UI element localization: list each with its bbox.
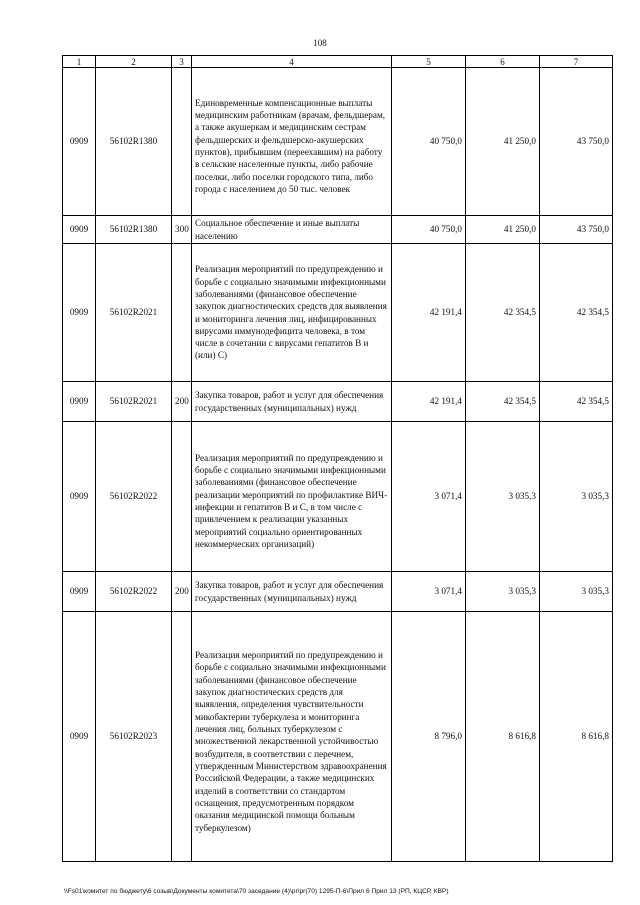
item-name-cell: Реализация мероприятий по предупреждению и борьбе с социально значимыми инфекционными заболеваниями (финансовое обеспечение закупок диагностических средств для выявления, определения чувствительности микобактерии туберкулеза и мониторинга лечения лиц, больных туберкулезом с множественной лекарственной устойчивостью возбудителя, в соответствии с перечнем, утвержденным Министерством здравоохранения Российской Федерации, а также медицинских изделий в соответствии со стандартом оснащения, предусмотренным порядком оказания медицинской помощи больным туберкулезом) (192, 612, 392, 862)
item-name-cell: Закупка товаров, работ и услуг для обеспечения государственных (муниципальных) нужд (192, 382, 392, 422)
amount-year2-cell: 8 616,8 (466, 612, 540, 862)
amount-year3-cell: 43 750,0 (540, 68, 613, 216)
page-number: 108 (313, 38, 327, 48)
amount-year3-cell: 3 035,3 (540, 422, 613, 572)
target-article-cell: 56102R1380 (96, 68, 172, 216)
header-cell: 5 (392, 56, 466, 68)
amount-year2-cell: 42 354,5 (466, 244, 540, 382)
section-code-cell: 0909 (63, 422, 96, 572)
amount-year3-cell: 42 354,5 (540, 382, 613, 422)
amount-year2-cell: 3 035,3 (466, 572, 540, 612)
target-article-cell: 56102R2021 (96, 244, 172, 382)
target-article-cell: 56102R2023 (96, 612, 172, 862)
expense-type-cell (172, 244, 192, 382)
header-cell: 4 (192, 56, 392, 68)
expense-type-cell: 200 (172, 572, 192, 612)
amount-year3-cell: 3 035,3 (540, 572, 613, 612)
section-code-cell: 0909 (63, 612, 96, 862)
expense-type-cell (172, 68, 192, 216)
amount-year1-cell: 42 191,4 (392, 244, 466, 382)
section-code-cell: 0909 (63, 68, 96, 216)
table-row (63, 216, 613, 244)
section-code-cell: 0909 (63, 216, 96, 244)
header-cell: 3 (172, 56, 192, 68)
amount-year1-cell: 3 071,4 (392, 422, 466, 572)
section-code-cell: 0909 (63, 244, 96, 382)
table-row (63, 572, 613, 612)
item-name-cell: Закупка товаров, работ и услуг для обеспечения государственных (муниципальных) нужд (192, 572, 392, 612)
item-name-cell: Социальное обеспечение и иные выплаты населению (192, 216, 392, 244)
amount-year2-cell: 3 035,3 (466, 422, 540, 572)
table-row (63, 612, 613, 862)
amount-year3-cell: 42 354,5 (540, 244, 613, 382)
item-name-cell: Единовременные компенсационные выплаты медицинским работникам (врачам, фельдшерам, а также акушеркам и медицинским сестрам фельдшерских и фельдшерско-акушерских пунктов), прибывшим (переехавшим) на работу в сельские населенные пункты, либо рабочие поселки, либо поселки городского типа, либо города с населением до 50 тыс. человек (192, 68, 392, 216)
expense-type-cell: 200 (172, 382, 192, 422)
header-cell: 7 (540, 56, 613, 68)
amount-year1-cell: 40 750,0 (392, 68, 466, 216)
amount-year2-cell: 41 250,0 (466, 68, 540, 216)
amount-year1-cell: 3 071,4 (392, 572, 466, 612)
amount-year3-cell: 43 750,0 (540, 216, 613, 244)
table-row (63, 422, 613, 572)
table-row (63, 244, 613, 382)
header-row (63, 56, 613, 68)
target-article-cell: 56102R1380 (96, 216, 172, 244)
target-article-cell: 56102R2022 (96, 572, 172, 612)
expense-type-cell: 300 (172, 216, 192, 244)
header-cell: 6 (466, 56, 540, 68)
target-article-cell: 56102R2022 (96, 422, 172, 572)
section-code-cell: 0909 (63, 572, 96, 612)
section-code-cell: 0909 (63, 382, 96, 422)
amount-year1-cell: 42 191,4 (392, 382, 466, 422)
amount-year2-cell: 42 354,5 (466, 382, 540, 422)
amount-year2-cell: 41 250,0 (466, 216, 540, 244)
amount-year1-cell: 40 750,0 (392, 216, 466, 244)
expense-type-cell (172, 612, 192, 862)
budget-table (62, 55, 613, 862)
amount-year3-cell: 8 616,8 (540, 612, 613, 862)
header-cell: 2 (96, 56, 172, 68)
expense-type-cell (172, 422, 192, 572)
target-article-cell: 56102R2021 (96, 382, 172, 422)
table-row (63, 382, 613, 422)
item-name-cell: Реализация мероприятий по предупреждению и борьбе с социально значимыми инфекционными заболеваниями (финансовое обеспечение реализации мероприятий по профилактике ВИЧ-инфекции и гепатитов В и С, в том числе с привлечением к реализации указанных мероприятий социально ориентированных некоммерческих организаций) (192, 422, 392, 572)
table-row (63, 68, 613, 216)
amount-year1-cell: 8 796,0 (392, 612, 466, 862)
footer-file-path: \\Fs01\комитет по бюджету\6 созыв\Документы комитета\70 заседание (4)\pr\pr(70) 1295-П-6\Прил 6 Прил 13 (РП, КЦСР, КВР) (64, 888, 449, 895)
item-name-cell: Реализация мероприятий по предупреждению и борьбе с социально значимыми инфекционными заболеваниями (финансовое обеспечение закупок диагностических средств для выявления и мониторинга лечения лиц, инфицированных вирусами иммунодефицита человека, в том числе в сочетании с вирусами гепатитов В и (или) С) (192, 244, 392, 382)
header-cell: 1 (63, 56, 96, 68)
